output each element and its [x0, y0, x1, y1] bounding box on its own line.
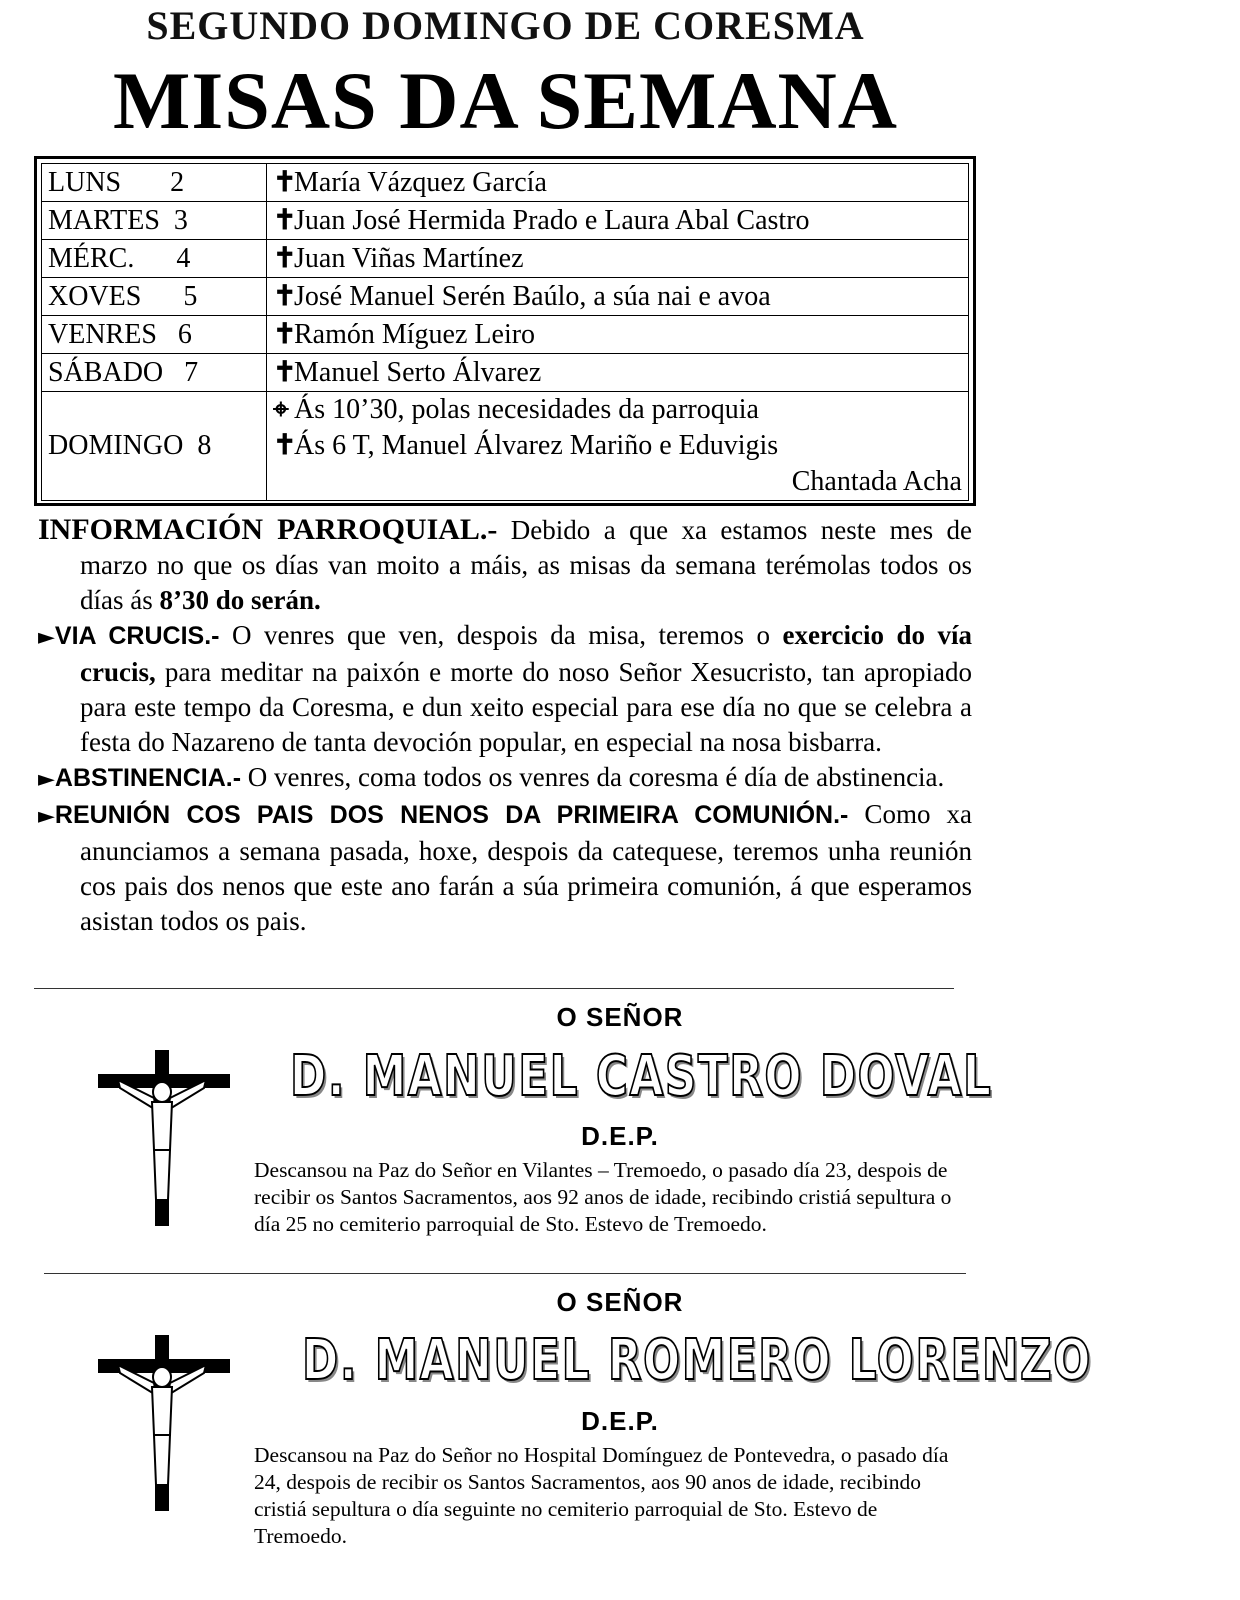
dep-label: D.E.P. — [581, 1406, 659, 1436]
day-cell: MARTES 3 — [42, 202, 267, 240]
meeting-paragraph — [38, 797, 972, 939]
obituary-text: Descansou na Paz do Señor en Vilantes – Tremoedo, o pasado día 23, despois de recibir os Santos Sacramentos, aos 92 anos de idade, recibindo cristiá sepultura o día 25 no cemiterio parroquial de Sto. Estevo de Tremoedo. — [254, 1158, 952, 1236]
day-cell: DOMINGO 8 — [42, 392, 267, 501]
via-crucis-heading: VIA CRUCIS.- — [54, 622, 220, 650]
mass-intention: Juan Viñas Martínez — [294, 242, 524, 274]
meeting-text: Como xa anunciamos a semana pasada, hoxe, despois da catequese, teremos unha reunión cos pais dos nenos que este ano farán a súa primeira comunión, á que esperamos asistan todos os pais. — [80, 799, 972, 936]
latin-cross-icon: ✝ — [273, 242, 297, 274]
day-cell: LUNS 2 — [42, 164, 267, 202]
right-pointer-icon: ► — [38, 625, 55, 650]
abstinence-heading: ABSTINENCIA.- — [54, 764, 242, 792]
schedule-row-sunday — [42, 392, 969, 501]
page-title: MISAS DA SEMANA — [113, 55, 898, 146]
mass-schedule-table — [34, 156, 976, 506]
schedule-row — [42, 240, 969, 278]
mass-intention: María Vázquez García — [294, 166, 547, 198]
schedule-row — [42, 202, 969, 240]
parish-info-paragraph — [38, 512, 972, 618]
deceased-name: D. MANUEL ROMERO LORENZO — [302, 1328, 1092, 1393]
latin-cross-icon: ✝ — [273, 166, 297, 198]
parish-info-heading: INFORMACIÓN PARROQUIAL.- — [38, 513, 498, 546]
via-crucis-paragraph — [38, 618, 972, 760]
subtitle: SEGUNDO DOMINGO DE CORESMA — [146, 3, 865, 48]
schedule-row — [42, 354, 969, 392]
deceased-name: D. MANUEL CASTRO DOVAL — [290, 1044, 993, 1109]
mass-intention: José Manuel Serén Baúlo, a súa nai e avoa — [294, 280, 771, 312]
mass-intention: Manuel Serto Álvarez — [294, 356, 542, 388]
mass-intention: Juan José Hermida Prado e Laura Abal Castro — [294, 204, 810, 236]
latin-cross-icon: ✝ — [273, 356, 297, 388]
latin-cross-icon: ✝ — [273, 280, 297, 312]
evening-mass-time: 8’30 do serán. — [159, 585, 321, 615]
abstinence-text: O venres, coma todos os venres da coresma é día de abstinencia. — [241, 762, 945, 792]
via-crucis-bold: exercicio do vía crucis, — [80, 620, 972, 687]
obituary-label: O SEÑOR — [556, 1002, 684, 1032]
latin-cross-icon: ✝ — [273, 318, 297, 350]
latin-cross-icon: ✝ — [273, 204, 297, 236]
obituary-text: Descansou na Paz do Señor no Hospital Domínguez de Pontevedra, o pasado día 24, despois de recibir os Santos Sacramentos, aos 90 anos de idade, recibindo cristiá sepultura o día seguinte no cemiterio parroquial de Sto. Estevo de Tremoedo. — [254, 1443, 949, 1548]
latin-cross-icon: ✝ — [273, 430, 297, 461]
schedule-row — [42, 278, 969, 316]
parish-information — [38, 512, 972, 939]
right-pointer-icon: ► — [38, 767, 55, 792]
obituary-label: O SEÑOR — [556, 1287, 684, 1317]
schedule-row — [42, 316, 969, 354]
schedule-row — [42, 164, 969, 202]
celtic-cross-icon: ⌖ — [273, 394, 289, 425]
right-pointer-icon: ► — [38, 804, 55, 829]
parish-info-text: Debido a que xa estamos neste mes de marzo no que os días van moito a máis, as misas da semana terémolas todos os días ás — [80, 515, 972, 615]
via-crucis-text: O venres que ven, despois da misa, teremos o — [219, 620, 783, 650]
mass-intention: Ás 10’30, polas necesidades da parroquia — [294, 394, 759, 425]
day-cell: MÉRC. 4 — [42, 240, 267, 278]
dep-label: D.E.P. — [581, 1121, 659, 1151]
mass-intention: Ás 6 T, Manuel Álvarez Mariño e Eduvigis — [294, 430, 779, 461]
mass-intention: Ramón Míguez Leiro — [294, 318, 536, 350]
divider — [44, 1273, 966, 1274]
divider — [34, 988, 954, 989]
via-crucis-text-2: para meditar na paixón e morte do noso Señor Xesucristo, tan apropiado para este tempo da Coresma, e dun xeito especial para ese día no que se celebra a festa do Nazareno de tanta devoción popular, en especial na nosa bisbarra. — [80, 657, 972, 757]
day-cell: VENRES 6 — [42, 316, 267, 354]
abstinence-paragraph — [38, 760, 972, 797]
day-cell: SÁBADO 7 — [42, 354, 267, 392]
meeting-heading: REUNIÓN COS PAIS DOS NENOS DA PRIMEIRA COMUNIÓN.- — [54, 801, 849, 829]
mass-intention-continued: Chantada Acha — [791, 466, 962, 497]
day-cell: XOVES 5 — [42, 278, 267, 316]
